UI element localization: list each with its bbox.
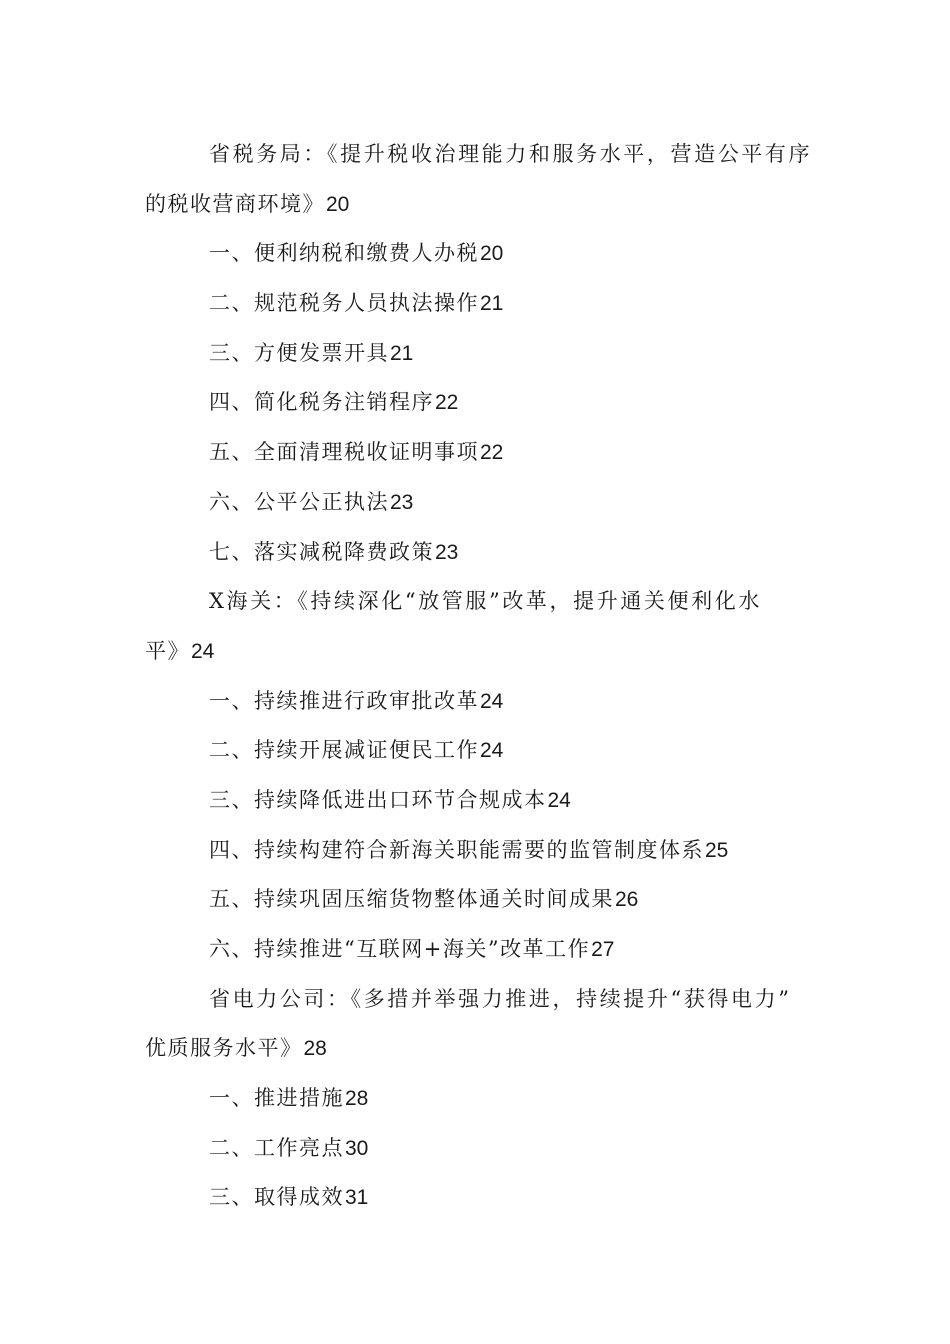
- toc-heading-power-company-cont[interactable]: [145, 1024, 810, 1074]
- toc-heading-text: 的税收营商环境》: [145, 191, 325, 216]
- toc-item-text: 四、简化税务注销程序: [209, 390, 434, 415]
- toc-item[interactable]: [145, 925, 810, 975]
- toc-item-text: 六、持续推进“互联网+海关”改革工作: [209, 937, 591, 961]
- toc-item-text: 二、持续开展减证便民工作: [209, 738, 479, 763]
- toc-page-number: 24: [480, 739, 504, 763]
- toc-page-number: 24: [547, 788, 571, 812]
- toc-item[interactable]: [145, 378, 810, 428]
- toc-item-text: 五、全面清理税收证明事项: [209, 440, 479, 465]
- toc-page-number: 22: [480, 441, 504, 465]
- toc-page-number: 24: [191, 639, 215, 663]
- toc-item[interactable]: [145, 677, 810, 727]
- toc-page-number: 31: [345, 1186, 369, 1210]
- toc-heading-customs[interactable]: [145, 577, 810, 627]
- toc-item[interactable]: [145, 329, 810, 379]
- toc-item[interactable]: [145, 279, 810, 329]
- toc-item[interactable]: [145, 826, 810, 876]
- toc-item[interactable]: [145, 428, 810, 478]
- toc-page-number: 22: [435, 391, 459, 415]
- toc-heading-text: 省电力公司：《多措并举强力推进，持续提升“获得电力”: [209, 986, 792, 1011]
- toc-item-text: 四、持续构建符合新海关职能需要的监管制度体系: [209, 837, 704, 862]
- toc-heading-text: 省税务局：《提升税收治理能力和服务水平，营造公平有序: [209, 142, 813, 166]
- toc-heading-power-company[interactable]: [145, 975, 810, 1025]
- toc-page-number: 28: [345, 1087, 369, 1111]
- toc-heading-text: 平》: [145, 638, 190, 663]
- toc-item[interactable]: [145, 229, 810, 279]
- toc-page-number: 23: [390, 490, 414, 514]
- toc-item[interactable]: [145, 776, 810, 826]
- toc-heading-text: 优质服务水平》: [145, 1036, 303, 1061]
- toc-item-text: 七、落实减税降费政策: [209, 539, 434, 564]
- toc-item-text: 一、推进措施: [209, 1086, 344, 1111]
- toc-page-number: 26: [615, 888, 639, 912]
- toc-page-number: 21: [390, 341, 414, 365]
- toc-page-number: 21: [480, 292, 504, 316]
- toc-item-text: 三、方便发票开具: [209, 340, 389, 365]
- toc-item[interactable]: [145, 1074, 810, 1124]
- toc-page-number: 25: [705, 838, 729, 862]
- toc-item-text: 三、持续降低进出口环节合规成本: [209, 787, 547, 812]
- toc-item[interactable]: [145, 875, 810, 925]
- toc-item-text: 三、取得成效: [209, 1185, 344, 1210]
- toc-item-text: 一、持续推进行政审批改革: [209, 688, 479, 713]
- toc-page-number: 20: [326, 192, 350, 216]
- toc-item-text: 二、规范税务人员执法操作: [209, 291, 479, 316]
- toc-page-number: 27: [591, 938, 615, 961]
- toc-page-number: 20: [480, 242, 504, 266]
- toc-heading-tax-bureau[interactable]: [145, 130, 813, 180]
- toc-heading-text: X海关：《持续深化“放管服”改革，提升通关便利化水: [209, 589, 762, 614]
- toc-item[interactable]: [145, 1173, 810, 1223]
- toc-page-number: 28: [303, 1037, 327, 1061]
- toc-item[interactable]: [145, 726, 810, 776]
- toc-heading-tax-bureau-cont[interactable]: [145, 180, 810, 230]
- toc-item-text: 六、公平公正执法: [209, 489, 389, 514]
- toc-item-text: 二、工作亮点: [209, 1135, 344, 1160]
- toc-page-number: 23: [435, 540, 459, 564]
- toc-item[interactable]: [145, 528, 810, 578]
- toc-item-text: 五、持续巩固压缩货物整体通关时间成果: [209, 887, 614, 912]
- toc-item-text: 一、便利纳税和缴费人办税: [209, 241, 479, 266]
- table-of-contents: [145, 130, 813, 1223]
- toc-item[interactable]: [145, 1124, 810, 1174]
- toc-page-number: 30: [345, 1136, 369, 1160]
- toc-heading-customs-cont[interactable]: [145, 627, 810, 677]
- toc-page-number: 24: [480, 689, 504, 713]
- toc-item[interactable]: [145, 478, 810, 528]
